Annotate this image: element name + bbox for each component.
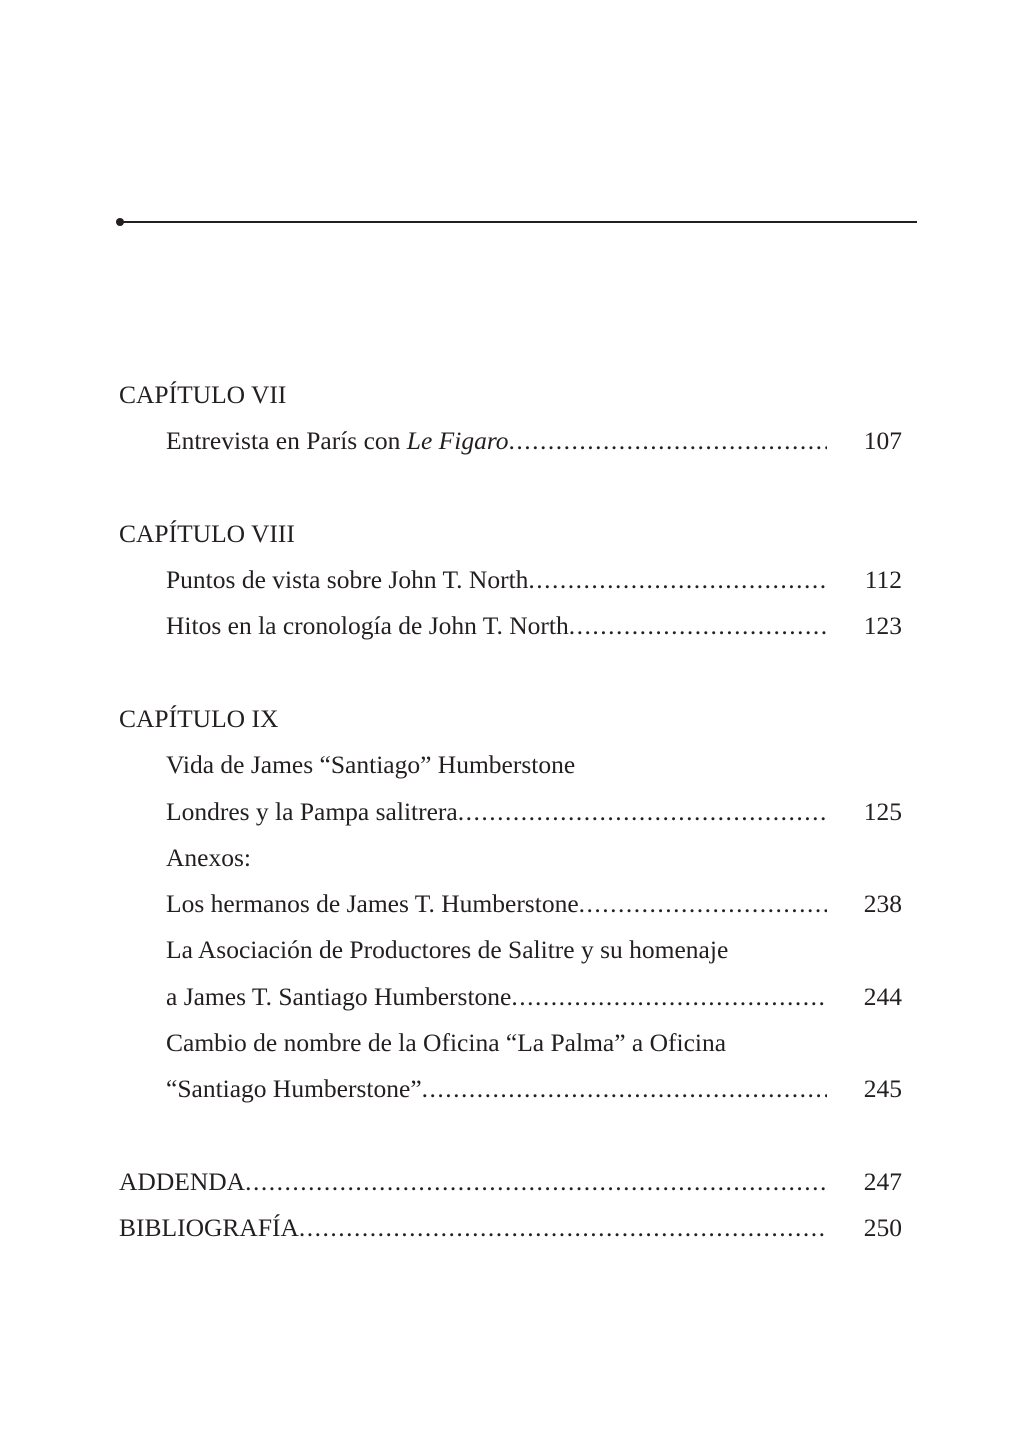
page-number: 112	[864, 565, 902, 594]
page-number: 123	[863, 611, 902, 640]
dot-leader	[458, 795, 827, 829]
page-number: 238	[863, 889, 902, 918]
toc-annex-label: Anexos:	[166, 843, 251, 872]
dot-leader	[511, 980, 827, 1014]
toc-entry-title: “Santiago Humberstone”	[166, 1074, 422, 1103]
toc-entry-line: Cambio de nombre de la Oficina “La Palma” a Oficina	[166, 1028, 727, 1057]
dot-leader	[579, 887, 827, 921]
toc-entry-title: Entrevista en París con Le Figaro	[166, 426, 509, 455]
toc-entry-pampa	[166, 795, 827, 829]
toc-entry-addenda	[119, 1165, 827, 1199]
chapter-heading-ix: CAPÍTULO IX	[119, 704, 279, 733]
toc-entry-title: BIBLIOGRAFÍA	[119, 1213, 299, 1242]
dot-leader	[299, 1211, 827, 1245]
dot-leader	[509, 424, 827, 458]
toc-entry-north-chronology	[166, 609, 827, 643]
toc-entry-north-views	[166, 563, 827, 597]
page-number: 125	[863, 797, 902, 826]
toc-entry-homage	[166, 980, 827, 1014]
rule-line	[120, 221, 917, 223]
page-number: 247	[863, 1167, 902, 1196]
toc-entry-title: Los hermanos de James T. Humberstone	[166, 889, 579, 918]
toc-entry-line: La Asociación de Productores de Salitre y su homenaje	[166, 935, 729, 964]
toc-entry-brothers	[166, 887, 827, 921]
page-number: 244	[863, 982, 902, 1011]
toc-entry-rename	[166, 1072, 827, 1106]
toc-entry-title: Hitos en la cronología de John T. North	[166, 611, 569, 640]
chapter-heading-vii: CAPÍTULO VII	[119, 380, 287, 409]
toc-entry-line: Vida de James “Santiago” Humberstone	[166, 750, 576, 779]
toc-entry-title: Puntos de vista sobre John T. North	[166, 565, 529, 594]
chapter-heading-viii: CAPÍTULO VIII	[119, 519, 295, 548]
dot-leader	[528, 563, 827, 597]
dot-leader	[422, 1072, 827, 1106]
toc-entry-figaro	[166, 424, 827, 458]
page-number: 107	[863, 426, 902, 455]
toc-entry-title: a James T. Santiago Humberstone	[166, 982, 512, 1011]
toc-entry-title: ADDENDA	[119, 1167, 246, 1196]
toc-entry-bibliography	[119, 1211, 827, 1245]
toc-entry-title: Londres y la Pampa salitrera	[166, 797, 458, 826]
dot-leader	[245, 1165, 827, 1199]
dot-leader	[569, 609, 827, 643]
page-number: 250	[863, 1213, 902, 1242]
page-number: 245	[863, 1074, 902, 1103]
